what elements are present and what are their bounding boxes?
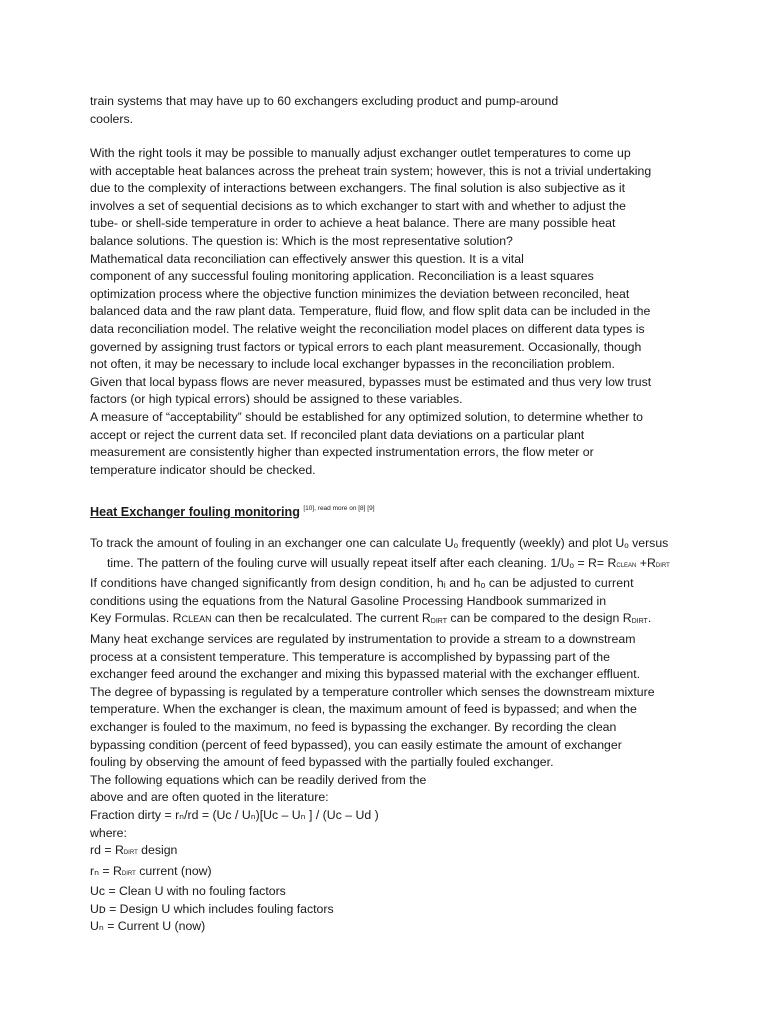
intro-paragraph [90, 93, 690, 128]
text-line: exchanger is fouled to the maximum, no feed is bypassing the exchanger. By recording the clean [90, 719, 617, 734]
text-line: governed by assigning trust factors or typical errors to each plant measurement. Occasionally, though [90, 339, 642, 354]
where-label: where: [90, 825, 127, 840]
text-line: conditions using the equations from the Natural Gasoline Processing Handbook summarized in [90, 593, 607, 608]
text-line: coolers. [90, 111, 134, 126]
text-line: train systems that may have up to 60 exchangers excluding product and pump-around [90, 94, 559, 108]
text-line: optimization process where the objective function minimizes the deviation between reconciled, heat [90, 286, 630, 301]
text-line: balance solutions. The question is: Which is the most representative solution? [90, 233, 513, 248]
definition-item: Uc = Clean U with no fouling factors [90, 884, 286, 899]
text-line: factors (or high typical errors) should be assigned to these variables. [90, 392, 463, 407]
heading-title: Heat Exchanger fouling monitoring [90, 505, 300, 519]
text-line: The following equations which can be readily derived from the [90, 772, 427, 787]
text-line: data reconciliation model. The relative weight the reconciliation model places on different data types is [90, 321, 645, 336]
text-line: The degree of bypassing is regulated by a temperature controller which senses the downstream mixture [90, 684, 655, 699]
text-line: temperature indicator should be checked. [90, 462, 316, 477]
text-line: bypassing condition (percent of feed bypassed), you can easily estimate the amount of exchanger [90, 737, 622, 752]
text-line: tube- or shell-side temperature in order to achieve a heat balance. There are many possible heat [90, 216, 616, 231]
regulation-paragraph [90, 631, 690, 807]
fouling-section [90, 535, 690, 936]
text-line: Many heat exchange services are regulated by instrumentation to provide a stream to a downstream [90, 631, 636, 646]
text-line: measurement are consistently higher than expected instrumentation errors, the flow meter or [90, 445, 594, 460]
text-line: involves a set of sequential decisions as to which exchanger to start with and whether to adjust the [90, 198, 626, 213]
definition-item: rₙ = RDIRT current (now) [90, 863, 212, 878]
text-line: time. The pattern of the fouling curve will usually repeat itself after each cleaning. 1/Uo = R= RCLEAN +RDIRT [107, 555, 670, 570]
text-line: accept or reject the current data set. If reconciled plant data deviations on a particular plant [90, 427, 585, 442]
text-line: Key Formulas. RCLEAN can then be recalculated. The current RDIRT can be compared to the design RDIRT. [90, 611, 652, 626]
section-heading [90, 504, 690, 522]
text-line: not often, it may be necessary to include local exchanger bypasses in the reconciliation problem. [90, 357, 615, 372]
text-line: temperature. When the exchanger is clean, the maximum amount of feed is bypassed; and when the [90, 702, 637, 717]
text-line: above and are often quoted in the literature: [90, 790, 329, 805]
reconciliation-paragraph [90, 145, 690, 479]
text-line: due to the complexity of interactions between exchangers. The final solution is also subjective as it [90, 181, 625, 196]
text-line: component of any successful fouling monitoring application. Reconciliation is a least squares [90, 269, 594, 284]
heading-references: [10], read more on [8] [9] [303, 505, 375, 512]
text-line: With the right tools it may be possible to manually adjust exchanger outlet temperatures to come up [90, 146, 631, 160]
text-line: A measure of “acceptability” should be established for any optimized solution, to determine whether to [90, 409, 643, 424]
text-line: If conditions have changed significantly from design condition, hᵢ and hₒ can be adjusted to current [90, 576, 634, 591]
text-line: with acceptable heat balances across the preheat train system; however, this is not a trivial undertaking [90, 163, 652, 178]
text-line: process at a consistent temperature. This temperature is accomplished by bypassing part of the [90, 649, 610, 664]
definition-item: rd = RDIRT design [90, 843, 178, 858]
definition-item: Uₙ = Current U (now) [90, 919, 206, 934]
text-line: Given that local bypass flows are never measured, bypasses must be estimated and thus very low trust [90, 374, 652, 389]
text-line: fouling by observing the amount of feed bypassed with the partially fouled exchanger. [90, 755, 554, 770]
definition-item: Uᴅ = Design U which includes fouling factors [90, 901, 334, 916]
text-line: exchanger feed around the exchanger and mixing this bypassed material with the exchanger effluent. [90, 667, 641, 682]
text-line: balanced data and the raw plant data. Temperature, fluid flow, and flow split data can be included in the [90, 304, 651, 319]
text-line: Mathematical data reconciliation can effectively answer this question. It is a vital [90, 251, 524, 266]
fraction-dirty-formula: Fraction dirty = rₙ/rd = (Uc / Uₙ)[Uc – Uₙ ] / (Uc – Ud ) [90, 807, 379, 822]
definitions-list [90, 842, 690, 936]
text-line: To track the amount of fouling in an exchanger one can calculate Uo frequently (weekly) and plot Uo versus [90, 536, 669, 550]
